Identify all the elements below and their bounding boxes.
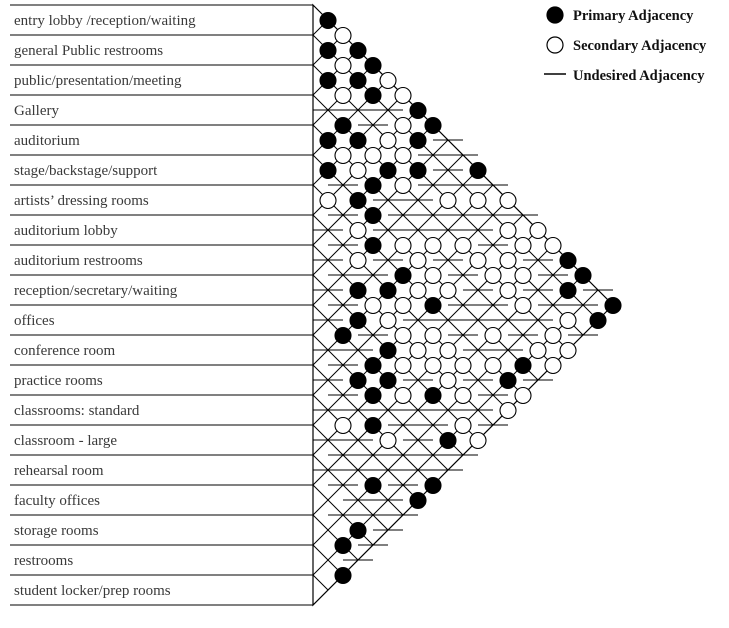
- primary-adjacency-dot: [335, 328, 351, 344]
- secondary-adjacency-dot: [500, 253, 516, 269]
- primary-adjacency-dot: [515, 358, 531, 374]
- primary-adjacency-dot: [320, 133, 336, 149]
- secondary-adjacency-dot: [545, 358, 561, 374]
- primary-adjacency-dot: [350, 523, 366, 539]
- secondary-adjacency-dot: [440, 193, 456, 209]
- grid-line: [313, 140, 448, 275]
- secondary-adjacency-dot: [515, 268, 531, 284]
- secondary-adjacency-dot: [545, 328, 561, 344]
- secondary-adjacency-dot: [485, 358, 501, 374]
- secondary-adjacency-dot: [530, 343, 546, 359]
- legend: [544, 7, 707, 84]
- secondary-adjacency-dot: [530, 223, 546, 239]
- room-label: stage/backstage/support: [14, 163, 158, 179]
- secondary-adjacency-dot: [395, 88, 411, 104]
- primary-adjacency-dot: [365, 58, 381, 74]
- secondary-adjacency-dot: [515, 388, 531, 404]
- secondary-adjacency-dot: [380, 433, 396, 449]
- secondary-adjacency-dot: [395, 358, 411, 374]
- primary-adjacency-dot: [470, 163, 486, 179]
- primary-adjacency-dot: [350, 73, 366, 89]
- secondary-adjacency-dot: [515, 238, 531, 254]
- primary-adjacency-dot: [365, 418, 381, 434]
- secondary-adjacency-dot: [395, 298, 411, 314]
- room-label: restrooms: [14, 553, 74, 569]
- primary-adjacency-dot: [425, 298, 441, 314]
- grid-line: [313, 335, 448, 470]
- primary-adjacency-dot: [365, 178, 381, 194]
- room-label: reception/secretary/waiting: [14, 283, 178, 299]
- room-label: Gallery: [14, 103, 59, 119]
- legend-undesired-label: Undesired Adjacency: [573, 68, 705, 84]
- secondary-adjacency-dot: [425, 328, 441, 344]
- secondary-adjacency-dot: [380, 73, 396, 89]
- primary-adjacency-dot: [320, 13, 336, 29]
- primary-adjacency-dot: [320, 73, 336, 89]
- secondary-adjacency-dot: [410, 343, 426, 359]
- secondary-adjacency-dot: [425, 238, 441, 254]
- secondary-adjacency-dot: [350, 253, 366, 269]
- secondary-adjacency-dot: [380, 313, 396, 329]
- secondary-adjacency-dot: [395, 178, 411, 194]
- secondary-adjacency-dot: [395, 388, 411, 404]
- primary-adjacency-dot: [410, 493, 426, 509]
- primary-adjacency-dot: [350, 43, 366, 59]
- secondary-adjacency-dot: [455, 388, 471, 404]
- primary-adjacency-dot: [320, 43, 336, 59]
- secondary-adjacency-legend-icon: [547, 37, 563, 53]
- primary-adjacency-dot: [380, 163, 396, 179]
- primary-adjacency-dot: [350, 313, 366, 329]
- secondary-adjacency-dot: [485, 328, 501, 344]
- secondary-adjacency-dot: [365, 148, 381, 164]
- primary-adjacency-dot: [335, 568, 351, 584]
- room-label: general Public restrooms: [14, 43, 164, 59]
- room-label: auditorium restrooms: [14, 253, 143, 269]
- secondary-adjacency-dot: [455, 238, 471, 254]
- secondary-adjacency-dot: [500, 193, 516, 209]
- secondary-adjacency-dot: [320, 193, 336, 209]
- secondary-adjacency-dot: [440, 283, 456, 299]
- secondary-adjacency-dot: [425, 358, 441, 374]
- secondary-adjacency-dot: [335, 28, 351, 44]
- secondary-adjacency-dot: [410, 253, 426, 269]
- secondary-adjacency-dot: [395, 118, 411, 134]
- room-label: public/presentation/meeting: [14, 73, 182, 89]
- primary-adjacency-dot: [365, 358, 381, 374]
- secondary-adjacency-dot: [500, 403, 516, 419]
- room-label: auditorium lobby: [14, 223, 118, 239]
- primary-adjacency-dot: [320, 163, 336, 179]
- grid-line: [313, 50, 358, 95]
- secondary-adjacency-dot: [410, 283, 426, 299]
- secondary-adjacency-dot: [515, 298, 531, 314]
- grid-line: [313, 275, 478, 440]
- secondary-adjacency-dot: [470, 433, 486, 449]
- room-label: classroom - large: [14, 433, 118, 449]
- secondary-adjacency-dot: [335, 58, 351, 74]
- room-label: entry lobby /reception/waiting: [14, 13, 196, 29]
- legend-secondary-label: Secondary Adjacency: [573, 38, 707, 54]
- secondary-adjacency-dot: [335, 418, 351, 434]
- room-label: conference room: [14, 343, 116, 359]
- secondary-adjacency-dot: [350, 163, 366, 179]
- primary-adjacency-dot: [560, 253, 576, 269]
- secondary-adjacency-dot: [500, 283, 516, 299]
- primary-adjacency-dot: [425, 388, 441, 404]
- secondary-adjacency-dot: [365, 298, 381, 314]
- primary-adjacency-dot: [335, 538, 351, 554]
- primary-adjacency-dot: [560, 283, 576, 299]
- grid-line: [313, 575, 328, 590]
- primary-adjacency-dot: [395, 268, 411, 284]
- primary-adjacency-dot: [500, 373, 516, 389]
- primary-adjacency-dot: [365, 88, 381, 104]
- primary-adjacency-dot: [350, 193, 366, 209]
- room-label: artists’ dressing rooms: [14, 193, 149, 209]
- secondary-adjacency-dot: [395, 238, 411, 254]
- legend-primary-label: Primary Adjacency: [573, 8, 694, 24]
- secondary-adjacency-dot: [560, 343, 576, 359]
- primary-adjacency-dot: [605, 298, 621, 314]
- primary-adjacency-legend-icon: [547, 7, 563, 23]
- secondary-adjacency-dot: [395, 148, 411, 164]
- secondary-adjacency-dot: [470, 193, 486, 209]
- secondary-adjacency-dot: [335, 88, 351, 104]
- primary-adjacency-dot: [575, 268, 591, 284]
- room-label: offices: [14, 313, 55, 329]
- secondary-adjacency-dot: [500, 223, 516, 239]
- primary-adjacency-dot: [425, 478, 441, 494]
- primary-adjacency-dot: [365, 238, 381, 254]
- room-label: faculty offices: [14, 493, 100, 509]
- primary-adjacency-dot: [380, 283, 396, 299]
- room-label: storage rooms: [14, 523, 99, 539]
- primary-adjacency-dot: [350, 373, 366, 389]
- secondary-adjacency-dot: [440, 343, 456, 359]
- primary-adjacency-dot: [410, 133, 426, 149]
- adjacency-cells: [313, 13, 621, 584]
- primary-adjacency-dot: [335, 118, 351, 134]
- secondary-adjacency-dot: [485, 268, 501, 284]
- primary-adjacency-dot: [350, 133, 366, 149]
- secondary-adjacency-dot: [455, 358, 471, 374]
- primary-adjacency-dot: [440, 433, 456, 449]
- secondary-adjacency-dot: [560, 313, 576, 329]
- room-label: auditorium: [14, 133, 80, 149]
- secondary-adjacency-dot: [425, 268, 441, 284]
- room-labels: [10, 5, 313, 605]
- secondary-adjacency-dot: [455, 418, 471, 434]
- room-label: classrooms: standard: [14, 403, 140, 419]
- room-label: student locker/prep rooms: [14, 583, 171, 599]
- secondary-adjacency-dot: [350, 223, 366, 239]
- secondary-adjacency-dot: [545, 238, 561, 254]
- secondary-adjacency-dot: [470, 253, 486, 269]
- primary-adjacency-dot: [365, 388, 381, 404]
- primary-adjacency-dot: [380, 373, 396, 389]
- primary-adjacency-dot: [365, 208, 381, 224]
- primary-adjacency-dot: [350, 283, 366, 299]
- secondary-adjacency-dot: [440, 373, 456, 389]
- secondary-adjacency-dot: [335, 148, 351, 164]
- grid-line: [313, 515, 358, 560]
- room-label: practice rooms: [14, 373, 103, 389]
- primary-adjacency-dot: [590, 313, 606, 329]
- secondary-adjacency-dot: [380, 133, 396, 149]
- primary-adjacency-dot: [380, 343, 396, 359]
- primary-adjacency-dot: [410, 103, 426, 119]
- primary-adjacency-dot: [425, 118, 441, 134]
- primary-adjacency-dot: [410, 163, 426, 179]
- primary-adjacency-dot: [365, 478, 381, 494]
- secondary-adjacency-dot: [395, 328, 411, 344]
- room-label: rehearsal room: [14, 463, 104, 479]
